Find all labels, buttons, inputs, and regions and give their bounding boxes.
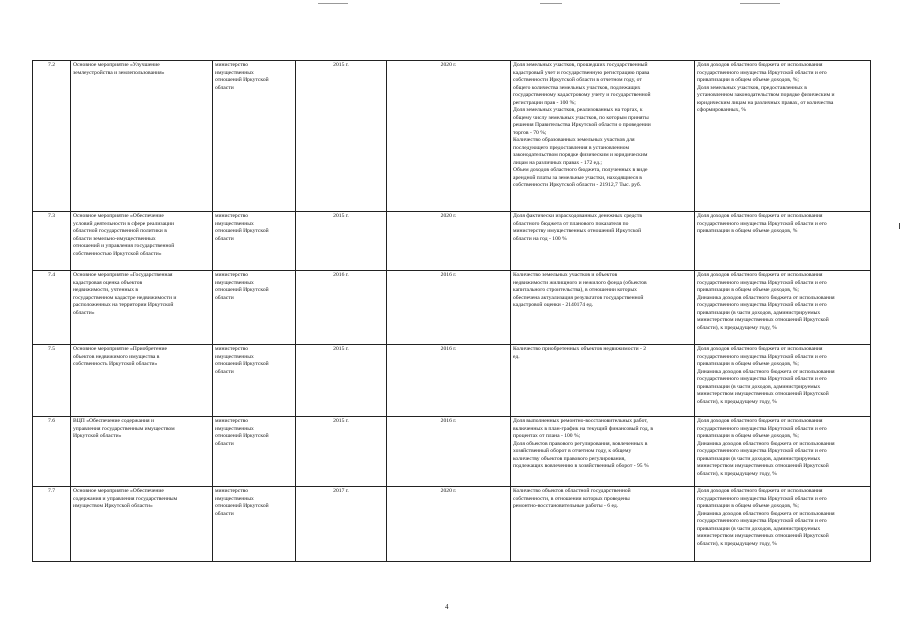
measure-program-indicators-line: государственного имущества Иркутской области и его bbox=[697, 376, 827, 382]
measure-executor-line: отношений Иркутской bbox=[215, 228, 269, 234]
measure-executor-line: имущественных bbox=[215, 425, 254, 432]
measure-indicators-line: количеству объектов правового регулирования, bbox=[513, 455, 626, 462]
table-row bbox=[33, 61, 871, 212]
measure-program-indicators-line: области), к предыдущему году, % bbox=[697, 470, 777, 477]
measure-indicators-line: последующего предоставления в установленном bbox=[513, 144, 629, 151]
measure-program-indicators bbox=[695, 345, 871, 417]
measure-program-indicators-line: приватизации (в части доходов, администрируемых bbox=[697, 309, 821, 316]
measure-program-indicators-line: установленном законодательством порядке физическим и bbox=[697, 92, 835, 98]
measure-executor-line: отношений Иркутской bbox=[215, 77, 269, 83]
table-row bbox=[33, 345, 871, 417]
measure-indicators bbox=[511, 212, 695, 271]
measure-indicators-line: кадастровой оценки - 2140174 ед. bbox=[513, 302, 594, 308]
measure-program-indicators-line: Динамика доходов областного бюджета от использования bbox=[697, 510, 835, 517]
measure-program-indicators-line: государственного имущества Иркутской области и его bbox=[697, 302, 827, 308]
measure-name-line: области земельно-имущественных bbox=[73, 235, 156, 242]
measure-executor-line: имущественных bbox=[215, 279, 254, 286]
measure-executor-line: министерство bbox=[215, 418, 249, 424]
measure-name-line: расположенных на территории Иркутской bbox=[73, 302, 174, 308]
measure-executor bbox=[213, 417, 296, 487]
measure-indicators-line: подлежащих вовлечению в хозяйственный оборот - 95 % bbox=[513, 463, 649, 469]
measure-program-indicators-line: министерством имущественных отношений Иркутской bbox=[697, 391, 829, 397]
measure-number: 7.6 bbox=[33, 417, 71, 487]
measures-table bbox=[32, 60, 871, 562]
measure-start-year: 2015 г. bbox=[296, 417, 387, 487]
measure-program-indicators-line: приватизации в общем объеме доходов, %; bbox=[697, 77, 799, 83]
measure-indicators bbox=[511, 417, 695, 487]
measure-end-year: 2020 г. bbox=[387, 212, 511, 271]
measure-program-indicators-line: Динамика доходов областного бюджета от использования bbox=[697, 440, 835, 447]
measure-name-line: собственностью Иркутской области» bbox=[73, 250, 162, 257]
measure-end-year: 2020 г. bbox=[387, 487, 511, 562]
measure-name bbox=[71, 271, 213, 345]
measure-indicators-line: Доля выполненных ремонтно-восстановительных работ, bbox=[513, 418, 648, 424]
measure-indicators bbox=[511, 271, 695, 345]
measure-name-line: Основное мероприятие «Приобретение bbox=[73, 346, 167, 352]
measure-program-indicators-line: области), к предыдущему году, % bbox=[697, 398, 777, 405]
measure-program-indicators-line: области), к предыдущему году, % bbox=[697, 324, 777, 331]
measure-executor-line: имущественных bbox=[215, 220, 254, 227]
measure-program-indicators bbox=[695, 271, 871, 345]
measure-program-indicators-line: приватизации в общем объеме доходов, %; bbox=[697, 433, 799, 439]
measure-executor-line: имущественных bbox=[215, 69, 254, 76]
edge-mark bbox=[899, 223, 900, 229]
measure-indicators-line: законодательством порядке физическим и юридическим bbox=[513, 152, 648, 158]
measure-executor bbox=[213, 487, 296, 562]
measure-program-indicators-line: приватизации в общем объеме доходов, %; bbox=[697, 361, 799, 367]
measure-end-year: 2016 г. bbox=[387, 345, 511, 417]
measure-program-indicators-line: государственного имущества Иркутской области и его bbox=[697, 69, 827, 76]
measure-executor-line: министерство bbox=[215, 62, 249, 68]
measure-executor-line: имущественных bbox=[215, 353, 254, 360]
measure-executor-line: области bbox=[215, 368, 234, 375]
measure-executor-line: отношений Иркутской bbox=[215, 503, 269, 509]
measure-indicators-line: Доля земельных участков, прошедших государственный bbox=[513, 62, 648, 68]
measure-program-indicators bbox=[695, 61, 871, 212]
measure-executor-line: министерство bbox=[215, 488, 249, 494]
measure-indicators-line: Количество земельных участков и объектов bbox=[513, 272, 618, 278]
measure-name-line: условий деятельности в сфере реализации bbox=[73, 220, 175, 227]
measure-start-year: 2015 г. bbox=[296, 61, 387, 212]
measure-indicators-line: собственности Иркутской области - 21912,7 Тыс. руб. bbox=[513, 182, 642, 188]
measure-number: 7.5 bbox=[33, 345, 71, 417]
measure-executor-line: области bbox=[215, 294, 234, 301]
measure-name-line: государственном кадастре недвижимости и bbox=[73, 294, 177, 301]
scan-artifact bbox=[318, 3, 348, 4]
measure-name-line: кадастровая оценка объектов bbox=[73, 279, 143, 286]
measure-number: 7.3 bbox=[33, 212, 71, 271]
measure-name bbox=[71, 417, 213, 487]
measure-program-indicators-line: Динамика доходов областного бюджета от использования bbox=[697, 294, 835, 301]
measure-indicators-line: недвижимости жилищного и нежилого фонда (объектов bbox=[513, 279, 647, 286]
measure-program-indicators-line: государственного имущества Иркутской области и его bbox=[697, 518, 827, 524]
measure-indicators bbox=[511, 345, 695, 417]
measure-indicators-line: областного бюджета от планового показателя по bbox=[513, 220, 629, 227]
measure-program-indicators-line: государственного имущества Иркутской области и его bbox=[697, 495, 827, 502]
measure-program-indicators-line: приватизации в общем объеме доходов, % bbox=[697, 228, 798, 234]
measure-indicators-line: включенных в план-график на текущий финансовый год, в bbox=[513, 425, 653, 432]
measure-executor-line: области bbox=[215, 510, 234, 517]
measure-name-line: собственность Иркутской области» bbox=[73, 361, 158, 367]
measure-program-indicators-line: министерством имущественных отношений Иркутской bbox=[697, 317, 829, 323]
measure-program-indicators-line: приватизации (в части доходов, администрируемых bbox=[697, 383, 821, 390]
measure-end-year: 2020 г. bbox=[387, 61, 511, 212]
measure-indicators-line: арендной платы за земельные участки, находящиеся в bbox=[513, 174, 642, 181]
measure-executor bbox=[213, 212, 296, 271]
measure-program-indicators bbox=[695, 417, 871, 487]
measure-program-indicators-line: государственного имущества Иркутской области и его bbox=[697, 448, 827, 454]
measure-name-line: объектов недвижимого имущества в bbox=[73, 353, 160, 360]
measure-name-line: Основное мероприятие «Обеспечение bbox=[73, 488, 164, 494]
measure-name bbox=[71, 212, 213, 271]
table-row bbox=[33, 417, 871, 487]
measure-indicators-line: ремонтно-восстановительные работы - 6 ед. bbox=[513, 503, 619, 509]
measure-indicators-line: Доля объектов правового регулирования, вовлеченных в bbox=[513, 440, 648, 447]
measure-executor-line: имущественных bbox=[215, 495, 254, 502]
table-row bbox=[33, 212, 871, 271]
measure-program-indicators-line: Доля доходов областного бюджета от использования bbox=[697, 346, 823, 352]
measure-name bbox=[71, 345, 213, 417]
measure-executor bbox=[213, 271, 296, 345]
measure-executor-line: министерство bbox=[215, 346, 249, 352]
measure-program-indicators-line: государственного имущества Иркутской области и его bbox=[697, 220, 827, 227]
measure-name bbox=[71, 487, 213, 562]
measure-indicators-line: области на год - 100 % bbox=[513, 235, 567, 242]
measure-indicators-line: торгов - 70 %; bbox=[513, 129, 547, 136]
measure-program-indicators-line: сформированных, % bbox=[697, 107, 746, 113]
measure-program-indicators-line: Доля доходов областного бюджета от использования bbox=[697, 62, 823, 68]
measure-name-line: Основное мероприятие «Обеспечение bbox=[73, 213, 164, 219]
measure-name-line: отношений и управления государственной bbox=[73, 243, 175, 249]
measure-program-indicators bbox=[695, 212, 871, 271]
measure-number: 7.4 bbox=[33, 271, 71, 345]
measure-indicators-line: капитального строительства), в отношении которых bbox=[513, 287, 637, 293]
measure-executor-line: отношений Иркутской bbox=[215, 433, 269, 439]
measure-number: 7.7 bbox=[33, 487, 71, 562]
measure-indicators-line: общему числу земельных участков, по которым приняты bbox=[513, 114, 649, 121]
measure-indicators-line: собственности, в отношении которых проведены bbox=[513, 495, 630, 502]
measure-executor-line: области bbox=[215, 235, 234, 242]
measure-name-line: недвижимости, учтенных в bbox=[73, 287, 139, 293]
measure-program-indicators-line: приватизации (в части доходов, администрируемых bbox=[697, 455, 821, 462]
measure-indicators-line: собственности Иркутской области в отчетном году, от bbox=[513, 77, 642, 83]
scan-artifact bbox=[740, 3, 780, 4]
measure-indicators-line: Количество приобретенных объектов недвижимости - 2 bbox=[513, 346, 647, 352]
measure-executor bbox=[213, 61, 296, 212]
measure-program-indicators-line: министерством имущественных отношений Иркутской bbox=[697, 533, 829, 539]
measure-end-year: 2016 г. bbox=[387, 271, 511, 345]
measure-program-indicators-line: Доля земельных участков, предоставленных в bbox=[697, 84, 807, 91]
measure-executor-line: области bbox=[215, 440, 234, 447]
measure-start-year: 2015 г. bbox=[296, 212, 387, 271]
measure-indicators-line: государственному кадастровому учету и государственной bbox=[513, 92, 651, 98]
measure-number: 7.2 bbox=[33, 61, 71, 212]
measure-program-indicators-line: Доля доходов областного бюджета от использования bbox=[697, 213, 823, 219]
measure-program-indicators-line: Доля доходов областного бюджета от использования bbox=[697, 272, 823, 278]
measure-indicators-line: Объем доходов областного бюджета, полученных в виде bbox=[513, 167, 648, 173]
measure-name-line: Основное мероприятие «Улучшение bbox=[73, 62, 160, 68]
measure-indicators-line: министерству имущественных отношений Иркутской bbox=[513, 228, 642, 234]
measure-name-line: имуществом Иркутской области» bbox=[73, 503, 153, 509]
measure-name-line: управления государственным имуществом bbox=[73, 425, 175, 432]
measure-program-indicators-line: Динамика доходов областного бюджета от использования bbox=[697, 368, 835, 375]
measure-indicators-line: решения Правительства Иркутской области о проведении bbox=[513, 122, 651, 128]
measure-program-indicators-line: приватизации в общем объеме доходов, %; bbox=[697, 287, 799, 293]
measure-name-line: области» bbox=[73, 309, 95, 316]
measure-indicators-line: ед. bbox=[513, 353, 520, 360]
measure-program-indicators-line: государственного имущества Иркутской области и его bbox=[697, 425, 827, 432]
measure-name-line: содержания и управления государственным bbox=[73, 495, 178, 502]
measure-indicators-line: Количество образованных земельных участков для bbox=[513, 137, 635, 143]
measure-name-line: ВЦП «Обеспечение содержания и bbox=[73, 418, 154, 424]
measure-name bbox=[71, 61, 213, 212]
measure-start-year: 2015 г. bbox=[296, 345, 387, 417]
measure-name-line: областной государственной политики в bbox=[73, 228, 167, 234]
measure-program-indicators-line: юридическим лицам на различных правах, от количества bbox=[697, 99, 834, 106]
measure-indicators-line: Доля фактически израсходованных денежных средств bbox=[513, 213, 642, 219]
measure-executor bbox=[213, 345, 296, 417]
measure-program-indicators-line: приватизации (в части доходов, администрируемых bbox=[697, 525, 821, 532]
measure-program-indicators-line: государственного имущества Иркутской области и его bbox=[697, 279, 827, 286]
measure-program-indicators-line: области), к предыдущему году, % bbox=[697, 540, 777, 547]
measure-program-indicators-line: министерством имущественных отношений Иркутской bbox=[697, 463, 829, 469]
measure-executor-line: области bbox=[215, 84, 234, 91]
measure-indicators-line: Доля земельных участков, реализованных на торгах, к bbox=[513, 107, 643, 113]
measure-indicators-line: общего количества земельных участков, подлежащих bbox=[513, 84, 641, 91]
measure-executor-line: отношений Иркутской bbox=[215, 361, 269, 367]
table-row bbox=[33, 271, 871, 345]
measure-end-year: 2016 г. bbox=[387, 417, 511, 487]
measure-program-indicators-line: приватизации в общем объеме доходов, %; bbox=[697, 503, 799, 509]
measure-indicators-line: хозяйственный оборот в отчетном году, к общему bbox=[513, 448, 632, 454]
measure-indicators-line: кадастровый учет и государственную регистрацию права bbox=[513, 69, 650, 76]
measure-program-indicators bbox=[695, 487, 871, 562]
page-number: 4 bbox=[445, 603, 449, 611]
measure-indicators-line: лицам на различных правах - 172 ед.; bbox=[513, 159, 602, 166]
measure-program-indicators-line: государственного имущества Иркутской области и его bbox=[697, 353, 827, 360]
measure-executor-line: министерство bbox=[215, 272, 249, 278]
measure-name-line: Иркутской области» bbox=[73, 433, 122, 439]
scan-artifact bbox=[540, 3, 562, 4]
measure-indicators-line: обеспечена актуализация результатов государственной bbox=[513, 294, 644, 301]
measure-start-year: 2017 г. bbox=[296, 487, 387, 562]
measure-program-indicators-line: Доля доходов областного бюджета от использования bbox=[697, 418, 823, 424]
table-row bbox=[33, 487, 871, 562]
measure-program-indicators-line: Доля доходов областного бюджета от использования bbox=[697, 488, 823, 494]
measure-indicators bbox=[511, 487, 695, 562]
measure-start-year: 2016 г. bbox=[296, 271, 387, 345]
measure-name-line: землеустройства и землепользования» bbox=[73, 69, 165, 76]
measure-name-line: Основное мероприятие «Государственная bbox=[73, 272, 173, 278]
measure-indicators bbox=[511, 61, 695, 212]
measure-indicators-line: процентах от плана - 100 %; bbox=[513, 433, 581, 439]
measure-executor-line: министерство bbox=[215, 213, 249, 219]
measure-indicators-line: регистрации прав - 100 %; bbox=[513, 99, 576, 106]
measure-executor-line: отношений Иркутской bbox=[215, 287, 269, 293]
measure-indicators-line: Количество объектов областной государственной bbox=[513, 488, 631, 494]
